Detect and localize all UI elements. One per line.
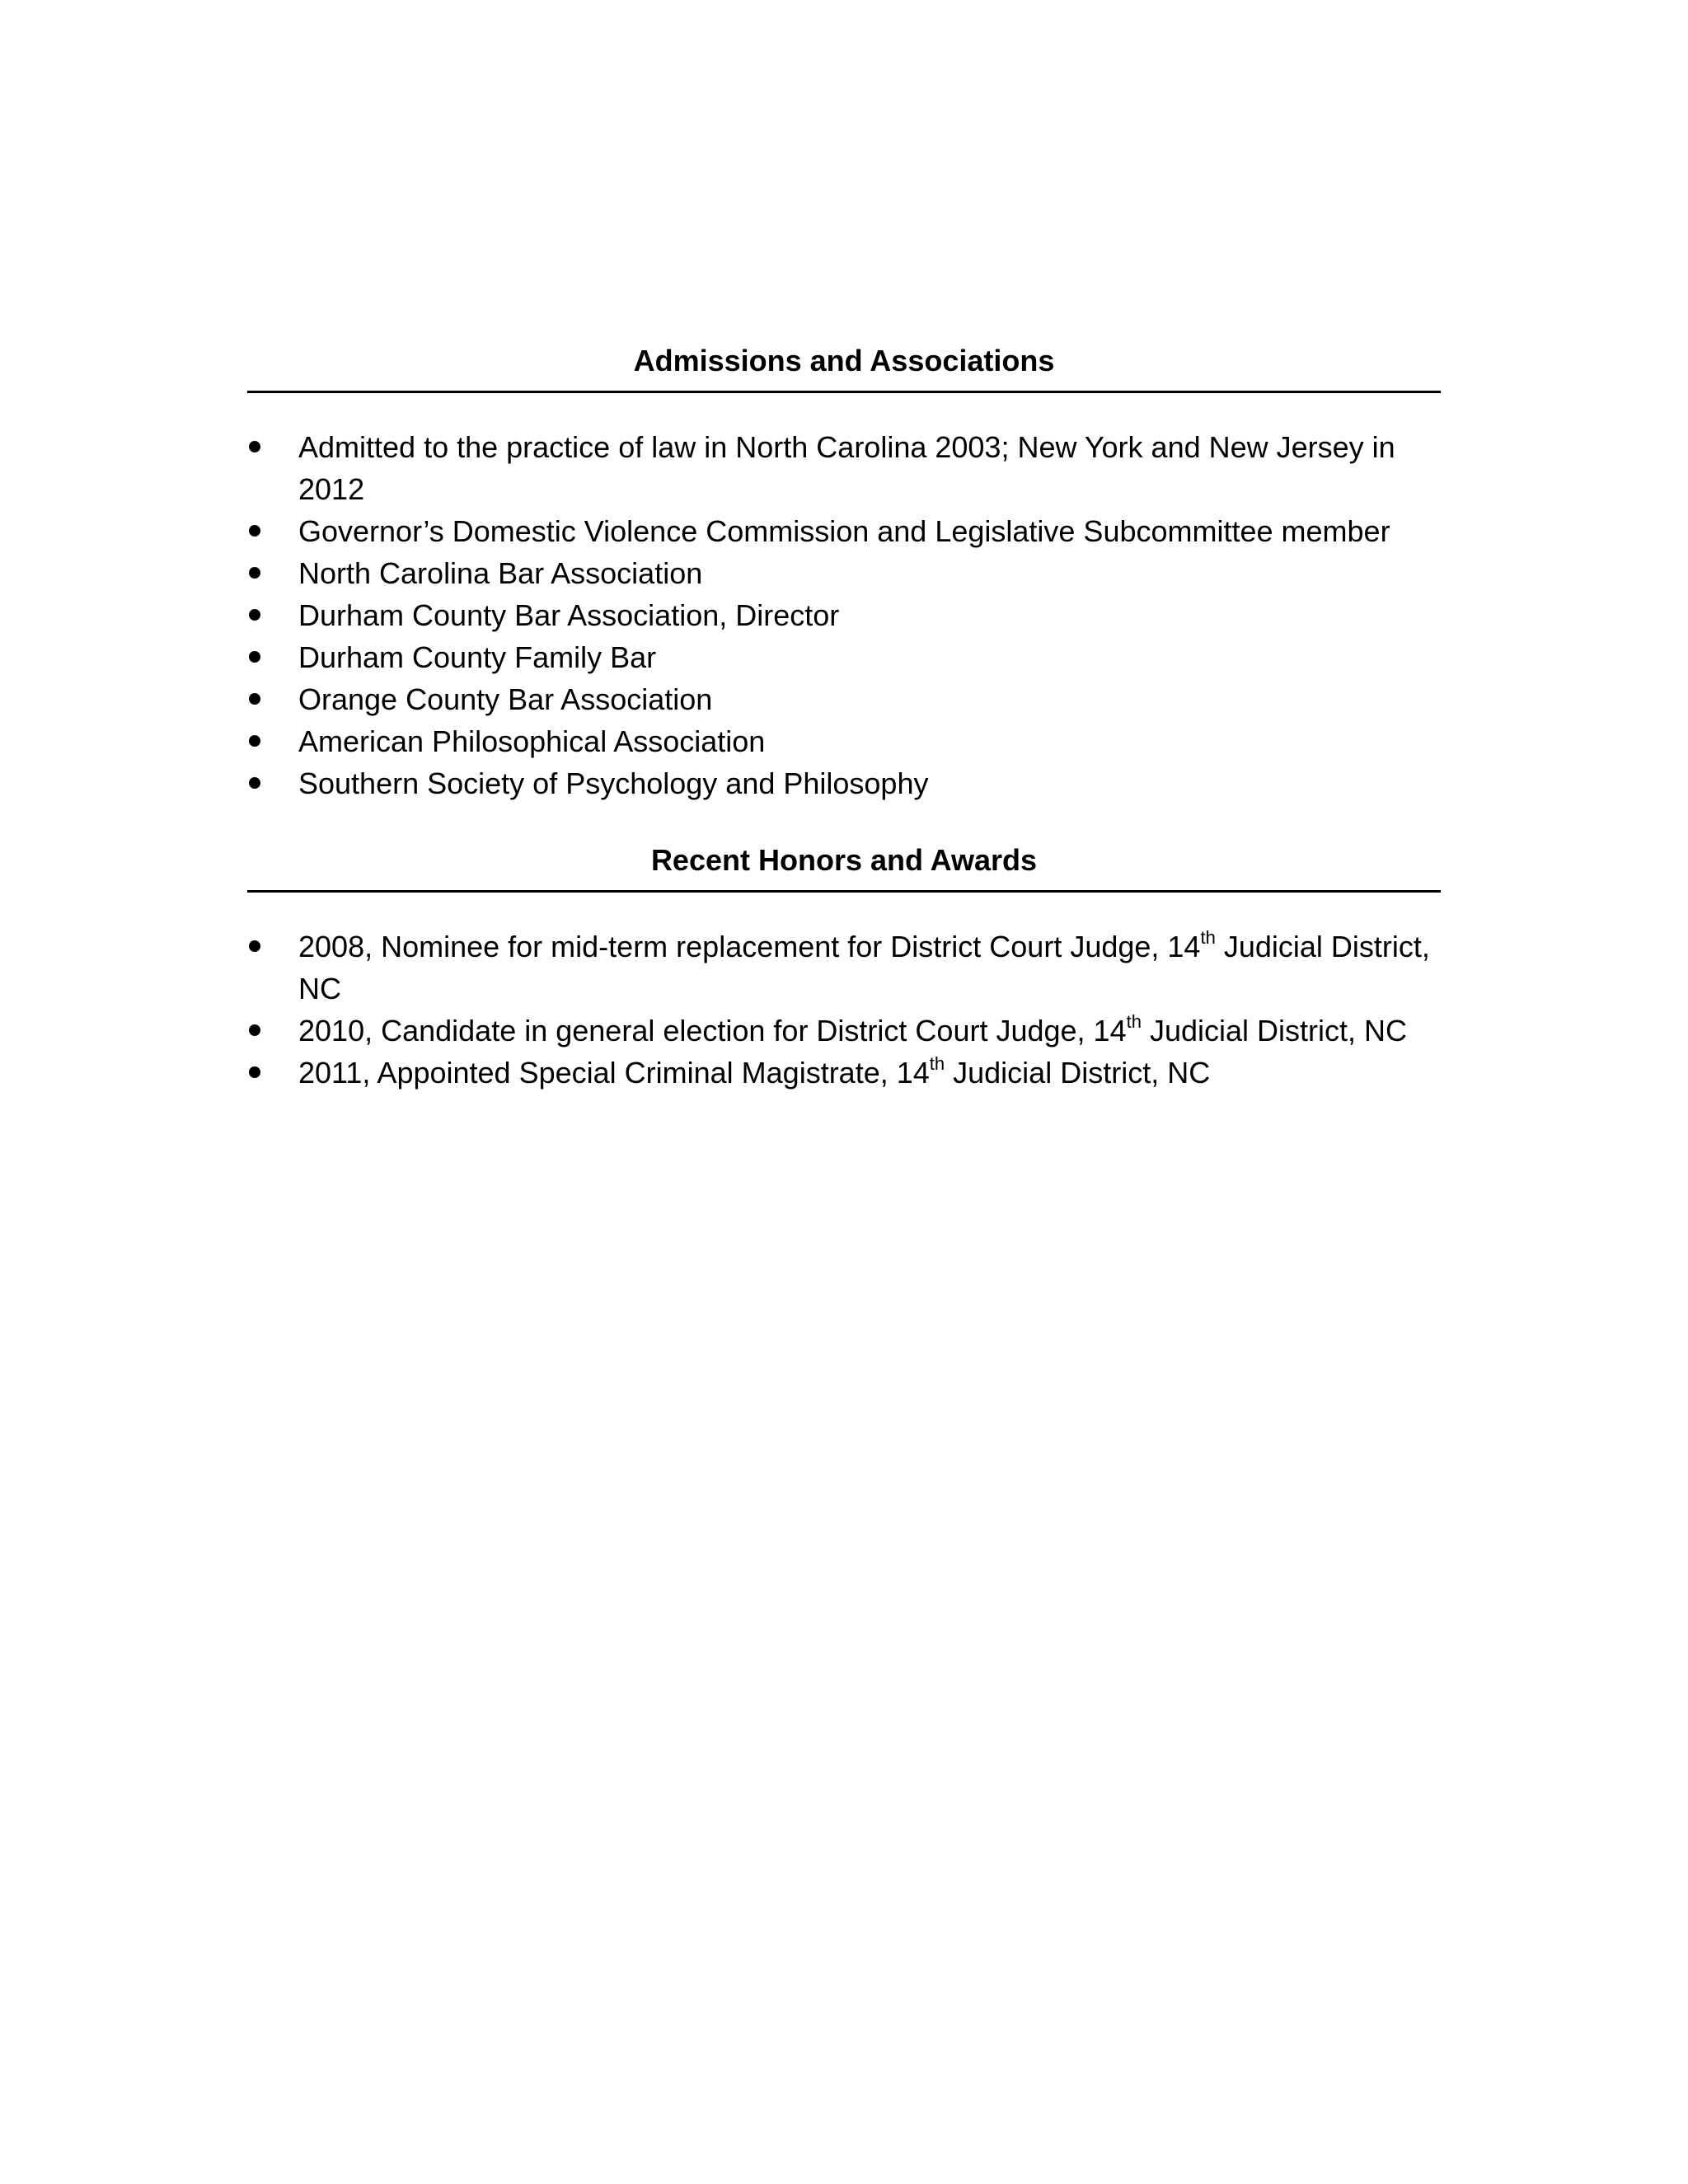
list-item-text-start: 2010, Candidate in general election for District Court Judge, 14: [298, 1014, 1127, 1047]
ordinal-suffix: th: [1200, 927, 1216, 948]
bullet-icon: [249, 525, 260, 537]
bullet-icon: [249, 940, 260, 952]
list-item-text-start: 2011, Appointed Special Criminal Magistrate, 14: [298, 1056, 930, 1090]
list-item: [247, 594, 1441, 636]
list-item-text: American Philosophical Association: [298, 724, 766, 758]
list-item: [247, 1052, 1441, 1094]
list-item: [247, 552, 1441, 594]
bullet-list: [247, 926, 1441, 1094]
list-item: [247, 426, 1441, 510]
list-item-text: Governor’s Domestic Violence Commission and Legislative Subcommittee member: [298, 514, 1390, 548]
list-item-text-end: Judicial District, NC: [945, 1056, 1211, 1090]
bullet-icon: [249, 1024, 260, 1036]
list-item-text-end: Judicial District, NC: [1141, 1014, 1408, 1047]
bullet-icon: [249, 693, 260, 705]
list-item-text-end: Judicial District, NC: [298, 930, 1430, 1005]
bullet-icon: [249, 777, 260, 789]
bullet-icon: [249, 609, 260, 621]
list-item-text-start: 2008, Nominee for mid-term replacement for District Court Judge, 14: [298, 930, 1201, 963]
list-item: [247, 636, 1441, 678]
list-item-text: Durham County Family Bar: [298, 640, 657, 674]
list-item-text: Durham County Bar Association, Director: [298, 598, 840, 632]
bullet-list: [247, 426, 1441, 804]
list-item: [247, 1010, 1441, 1052]
bullet-icon: [249, 567, 260, 579]
ordinal-suffix: th: [1126, 1011, 1142, 1032]
section-heading: Recent Honors and Awards: [650, 843, 1038, 877]
list-item-text: Orange County Bar Association: [298, 682, 713, 716]
section-honors-awards: [247, 836, 1441, 1094]
list-item: [247, 678, 1441, 720]
bullet-icon: [249, 735, 260, 747]
list-item-text: Admitted to the practice of law in North Carolina 2003; New York and New Jersey in 2012: [298, 430, 1395, 506]
bullet-icon: [249, 1066, 260, 1078]
list-item: [247, 510, 1441, 552]
document-content: [247, 336, 1441, 1094]
list-item-text: North Carolina Bar Association: [298, 556, 703, 590]
section-heading: Admissions and Associations: [633, 344, 1055, 377]
list-item-text: Southern Society of Psychology and Philosophy: [298, 766, 929, 800]
list-item: [247, 720, 1441, 762]
bullet-icon: [249, 441, 260, 452]
list-item: [247, 762, 1441, 804]
section-admissions-associations: [247, 336, 1441, 804]
heading-rule: [247, 890, 1441, 893]
ordinal-suffix: th: [929, 1053, 945, 1074]
bullet-icon: [249, 651, 260, 663]
list-item: [247, 926, 1441, 1010]
heading-rule: [247, 391, 1441, 393]
